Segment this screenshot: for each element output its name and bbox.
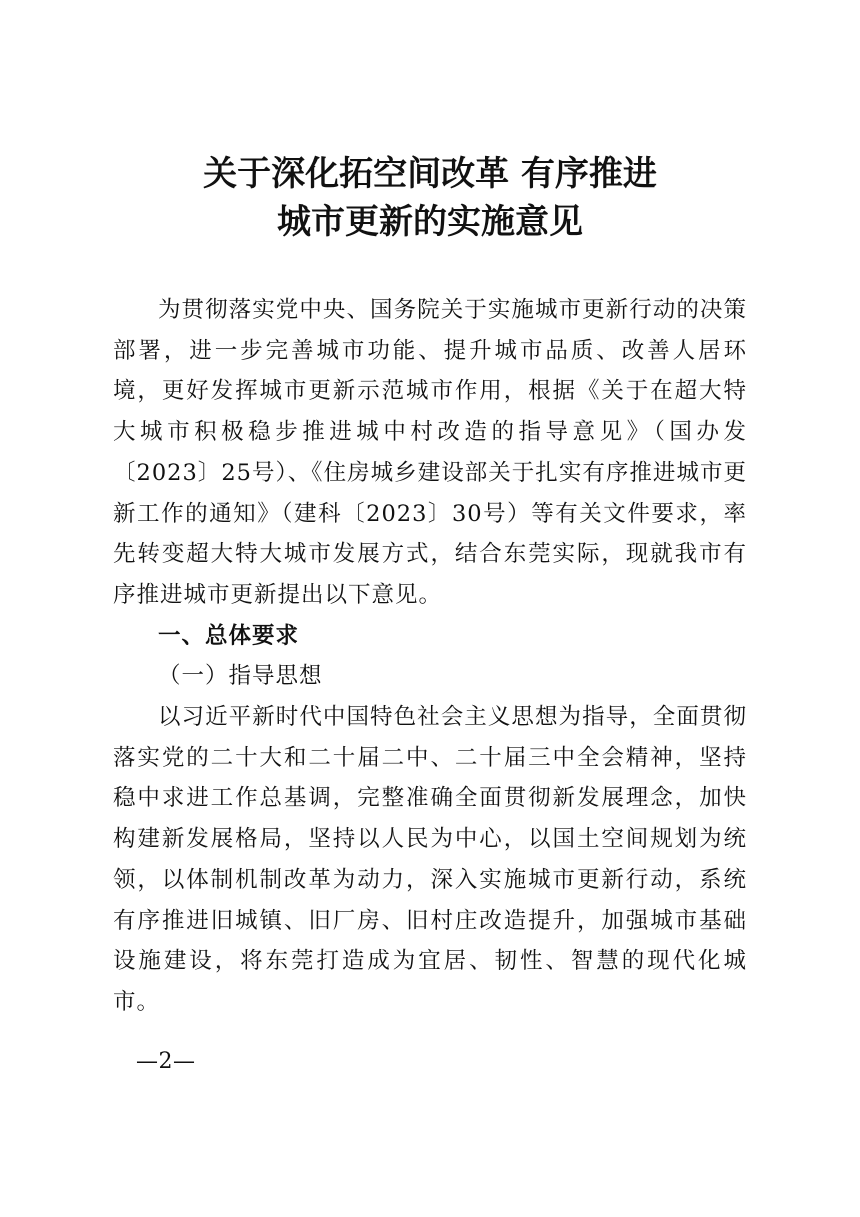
intro-paragraph: 为贯彻落实党中央、国务院关于实施城市更新行动的决策部署，进一步完善城市功能、提升城市品质、改善人居环境，更好发挥城市更新示范城市作用，根据《关于在超大特大城市积极稳步推进城中村改造的指导意见》（国办发〔2023〕25号）、《住房城乡建设部关于扎实有序推进城市更新工作的通知》（建科〔2023〕30号）等有关文件要求，率先转变超大特大城市发展方式，结合东莞实际，现就我市有序推进城市更新提出以下意见。: [113, 297, 747, 608]
section-heading: 一、总体要求: [158, 622, 300, 649]
document-title: [0, 150, 860, 246]
title-line-1: 关于深化拓空间改革 有序推进: [203, 154, 657, 194]
guiding-thought-paragraph: 以习近平新时代中国特色社会主义思想为指导，全面贯彻落实党的二十大和二十届二中、二十届三中全会精神，坚持稳中求进工作总基调，完整准确全面贯彻新发展理念，加快构建新发展格局，坚持以人民为中心，以国土空间规划为统领，以体制机制改革为动力，深入实施城市更新行动，系统有序推进旧城镇、旧厂房、旧村庄改造提升，加强城市基础设施建设，将东莞打造成为宜居、韧性、智慧的现代化城市。: [113, 704, 747, 1015]
subsection-heading: （一）指导思想: [158, 663, 323, 690]
page-number: —2—: [136, 1049, 196, 1074]
title-line-2: 城市更新的实施意见: [277, 202, 583, 242]
document-body: [113, 290, 747, 1023]
